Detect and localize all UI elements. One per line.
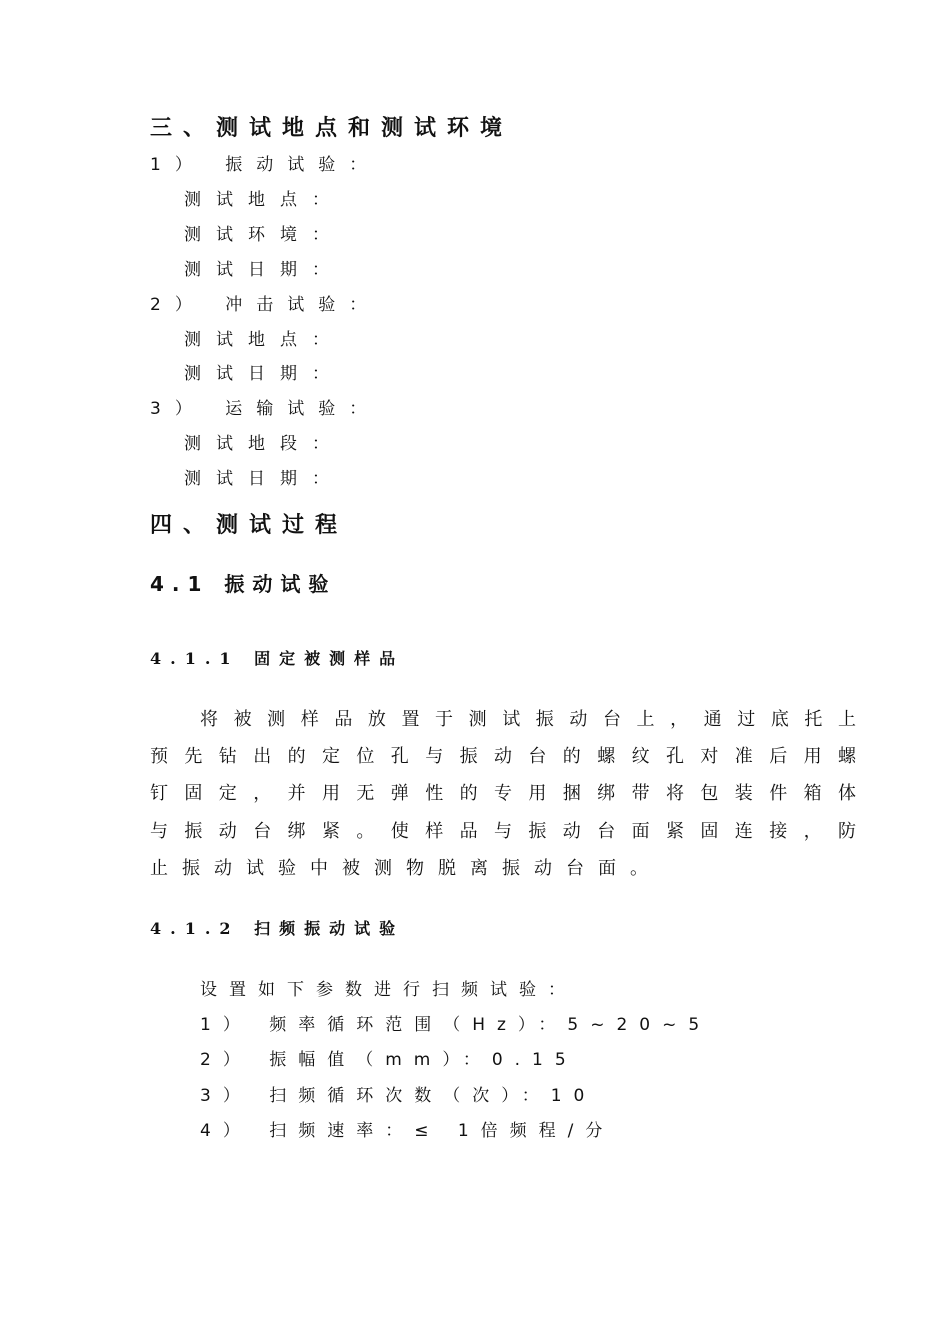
vibration-test-title: 1） 振动试验： (150, 155, 381, 175)
sweep-intro: 设置如下参数进行扫频试验： (200, 980, 577, 1000)
paragraph-line: 止振动试验中被测物脱离振动台面。 (150, 858, 662, 879)
transport-test-title: 3） 运输试验： (150, 399, 381, 419)
shock-test-title: 2） 冲击试验： (150, 295, 381, 315)
section-3-heading: 三、测试地点和测试环境 (150, 116, 514, 141)
sweep-param-frequency-range: 1） 频率循环范围（Hz）：5~20~5 (200, 1015, 712, 1035)
section-4-heading: 四、测试过程 (150, 513, 349, 538)
transport-test-date: 测试日期： (184, 469, 344, 489)
shock-test-place: 测试地点： (184, 330, 344, 350)
transport-test-segment: 测试地段： (184, 434, 344, 454)
vibration-test-environment: 测试环境： (184, 225, 344, 245)
vibration-test-place: 测试地点： (184, 190, 344, 210)
paragraph-line: 钉固定，并用无弹性的专用捆绑带将包装件箱体 (150, 783, 856, 804)
subsection-4-1-1-heading: 4.1.1 固定被测样品 (150, 649, 405, 668)
paragraph-line: 将被测样品放置于测试振动台上，通过底托上 (200, 709, 856, 730)
paragraph-line: 预先钻出的定位孔与振动台的螺纹孔对准后用螺 (150, 746, 856, 767)
shock-test-date: 测试日期： (184, 364, 344, 384)
sweep-param-cycles: 3） 扫频循环次数（次）：10 (200, 1086, 597, 1106)
sweep-param-rate: 4） 扫频速率：≤ 1倍频程/分 (200, 1121, 615, 1141)
subsection-4-1-2-heading: 4.1.2 扫频振动试验 (150, 919, 405, 938)
vibration-test-date: 测试日期： (184, 260, 344, 280)
sweep-param-amplitude: 2） 振幅值（mm）：0.15 (200, 1050, 578, 1070)
paragraph-line: 与振动台绑紧。使样品与振动台面紧固连接，防 (150, 821, 856, 842)
subsection-4-1-heading: 4.1 振动试验 (150, 572, 337, 596)
